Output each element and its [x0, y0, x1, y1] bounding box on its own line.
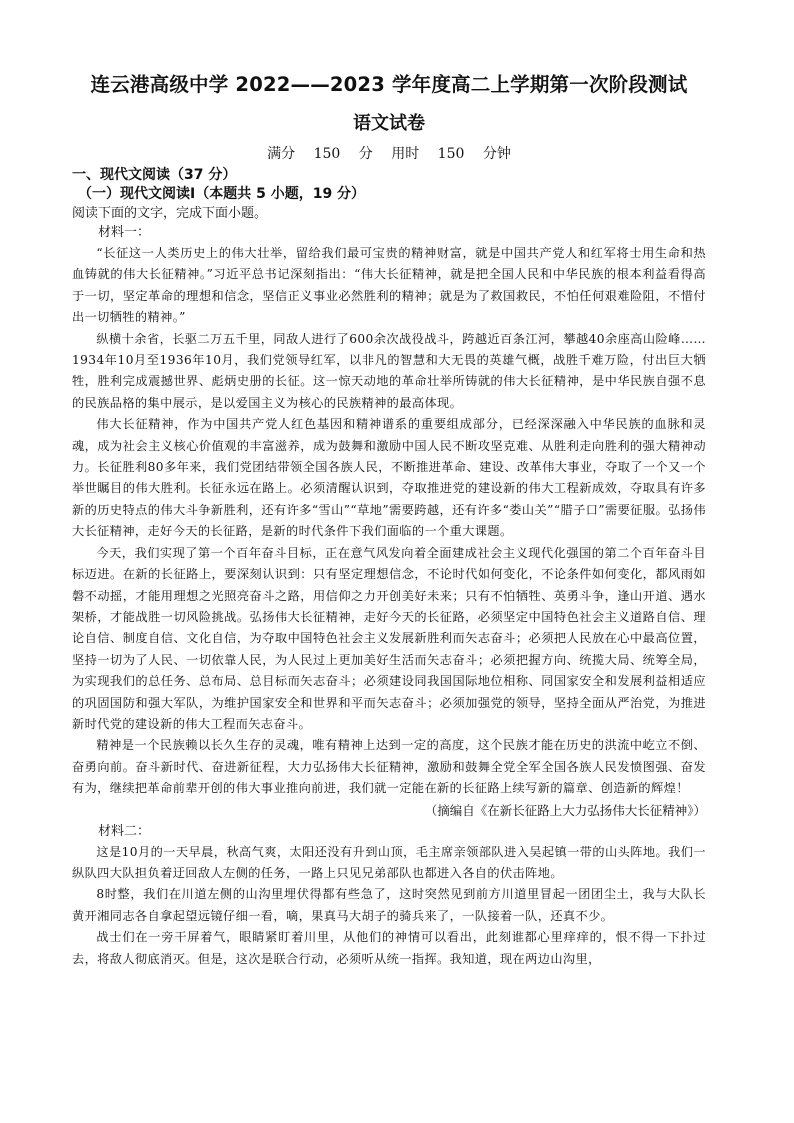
material-two-paragraph: 8时整，我们在川道左侧的山沟里埋伏得都有些急了，这时突然见到前方川道里冒起一团团尘土，我与大队长黄开湘同志各自拿起望远镜仔细一看，嘀，果真马大胡子的骑兵来了，一队接着一队，还真不少。	[72, 887, 706, 923]
material-two-paragraph: 这是10月的一天早晨，秋高气爽，太阳还没有升到山顶，毛主席亲领部队进入吴起镇一带的山头阵地。我们一纵队四大队担负着迂回敌人左侧的任务，一路上只见兄弟部队也都进入各自的伏击阵地。	[72, 844, 706, 880]
material-one-paragraph: “长征这一人类历史上的伟大壮举，留给我们最可宝贵的精神财富，就是中国共产党人和红军将士用生命和热血铸就的伟大长征精神。”习近平总书记深刻指出：“伟大长征精神，就是把全国人民和中华民族的根本利益看得高于一切，坚定革命的理想和信念，坚信正义事业必然胜利的精神；就是为了救国救民，不怕任何艰难险阻，不惜付出一切牺牲的精神。”	[72, 246, 706, 325]
material-one-paragraph: 精神是一个民族赖以长久生存的灵魂，唯有精神上达到一定的高度，这个民族才能在历史的洪流中屹立不倒、奋勇向前。奋斗新时代、奋进新征程，大力弘扬伟大长征精神，激励和鼓舞全党全军全国各族人民发愤图强、奋发有为，继续把革命前辈开创的伟大事业推向前进，我们就一定能在新的长征路上续写新的篇章、创造新的辉煌！	[72, 738, 706, 796]
material-two-paragraph: 战士们在一旁干屏着气，眼睛紧盯着川里，从他们的神情可以看出，此刻谁都心里痒痒的，恨不得一下扑过去，将敌人彻底消灭。但是，这次是联合行动，必须听从统一指挥。我知道，现在两边山沟里，	[72, 930, 706, 966]
material-one-label: 材料一：	[98, 225, 151, 240]
material-one-paragraph: 伟大长征精神，作为中国共产党人红色基因和精神谱系的重要组成部分，已经深深融入中华民族的血脉和灵魂，成为社会主义核心价值观的丰富滋养，成为鼓舞和激励中国人民不断攻坚克难、从胜利走向胜利的强大精神动力。长征胜利80多年来，我们党团结带领全国各族人民，不断推进革命、建设、改革伟大事业，夺取了一个又一个举世瞩目的伟大胜利。长征永远在路上。必须清醒认识到，夺取推进党的建设新的伟大工程新成效，夺取具有许多新的历史特点的伟大斗争新胜利，还有许多“雪山”“草地”需要跨越，还有许多“娄山关”“腊子口”需要征服。弘扬伟大长征精神，走好今天的长征路，是新的时代条件下我们面临的一个重大课题。	[72, 417, 706, 539]
reading-instruction: 阅读下面的文字，完成下面小题。	[72, 206, 268, 221]
exam-title: 连云港高级中学 2022——2023 学年度高二上学期第一次阶段测试	[90, 73, 688, 96]
material-one-source: （摘编自《在新长征路上大力弘扬伟大长征精神》）	[424, 802, 706, 818]
subject-title: 语文试卷	[353, 113, 425, 134]
score-time-info: 满分 150 分 用时 150 分钟	[267, 146, 511, 162]
material-one-paragraph: 今天，我们实现了第一个百年奋斗目标，正在意气风发向着全面建成社会主义现代化强国的第二个百年奋斗目标迈进。在新的长征路上，要深刻认识到：只有坚定理想信念，不论时代如何变化，不论条件如何变化，都风雨如磐不动摇，才能用理想之光照亮奋斗之路，用信仰之力开创美好未来；只有不怕牺牲、英勇斗争，逢山开道、遇水架桥，才能战胜一切风险挑战。弘扬伟大长征精神，走好今天的长征路，必须坚定中国特色社会主义道路自信、理论自信、制度自信、文化自信，为夺取中国特色社会主义发展新胜利而矢志奋斗；必须把人民放在心中最高位置，坚持一切为了人民、一切依靠人民，为人民过上更加美好生活而矢志奋斗；必须把握方向、统揽大局、统筹全局，为实现我们的总任务、总布局、总目标而矢志奋斗；必须建设同我国国际地位相称、同国家安全和发展利益相适应的巩固国防和强大军队，为维护国家安全和世界和平而矢志奋斗；必须加强党的领导，坚持全面从严治党，为推进新时代党的建设新的伟大工程而矢志奋斗。	[72, 545, 706, 731]
section-heading: 一、现代文阅读（37 分）	[72, 167, 237, 183]
part-heading: （一）现代文阅读Ⅰ（本题共 5 小题，19 分）	[78, 186, 366, 202]
material-one-paragraph: 纵横十余省，长驱二万五千里，同敌人进行了600余次战役战斗，跨越近百条江河，攀越40余座高山险峰……1934年10月至1936年10月，我们党领导红军，以非凡的智慧和大无畏的英雄气概，战胜千难万险，付出巨大牺牲，胜利完成震撼世界、彪炳史册的长征。这一惊天动地的革命壮举所铸就的伟大长征精神，是中华民族自强不息的民族品格的集中展示，是以爱国主义为核心的民族精神的最高体现。	[72, 331, 706, 410]
material-two-label: 材料二：	[98, 823, 151, 839]
